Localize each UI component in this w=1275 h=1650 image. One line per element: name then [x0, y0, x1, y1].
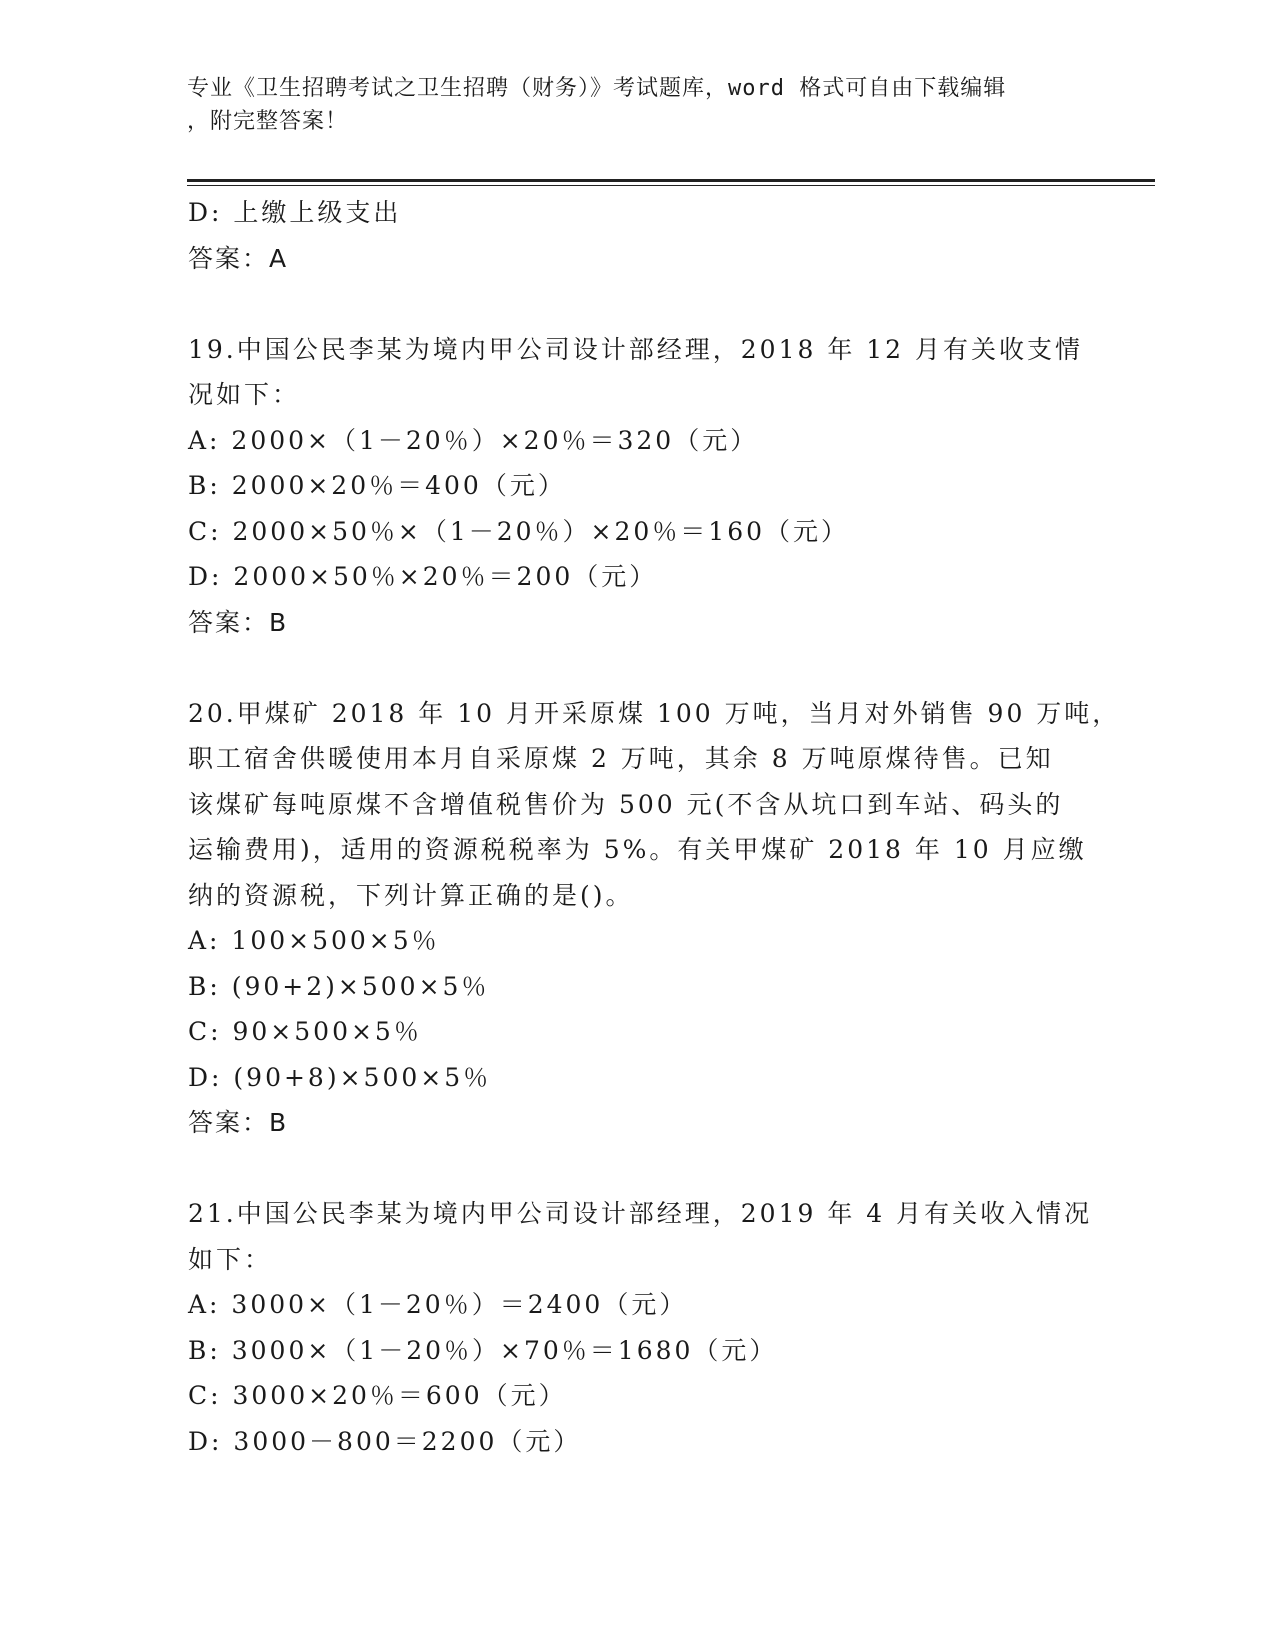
question-stem: 21.中国公民李某为境内甲公司设计部经理，2019 年 4 月有关收入情况: [188, 1199, 1093, 1228]
header-divider-thin: [187, 185, 1155, 186]
option-a: A: 2000×（1－20％）×20％＝320（元）: [188, 425, 759, 455]
question-stem: 运输费用)，适用的资源税税率为 5%。有关甲煤矿 2018 年 10 月应缴: [188, 835, 1087, 864]
question-stem: 纳的资源税，下列计算正确的是()。: [188, 880, 634, 910]
header-line-2: ，附完整答案！: [187, 109, 349, 134]
option-c: C: 2000×50％×（1－20％）×20％＝160（元）: [188, 516, 850, 546]
option-b: B: (90+2)×500×5％: [188, 971, 490, 1001]
question-18: [188, 190, 1088, 281]
question-stem: 如下：: [188, 1244, 273, 1274]
spacer: [188, 281, 1088, 327]
option-a: A: 100×500×5％: [188, 926, 440, 955]
question-stem: 20.甲煤矿 2018 年 10 月开采原煤 100 万吨，当月对外销售 90 万吨，: [188, 698, 1121, 728]
question-stem: 职工宿舍供暖使用本月自采原煤 2 万吨，其余 8 万吨原煤待售。已知: [188, 744, 1054, 773]
option-d: D: 上缴上级支出: [188, 198, 402, 227]
spacer: [188, 645, 1088, 691]
option-b: B: 2000×20％＝400（元）: [188, 471, 566, 500]
question-stem: 况如下：: [188, 380, 301, 409]
option-a: A: 3000×（1－20％）＝2400（元）: [188, 1290, 688, 1319]
question-stem: 该煤矿每吨原煤不含增值税售价为 500 元(不含从坑口到车站、码头的: [188, 789, 1064, 819]
question-stem: 19.中国公民李某为境内甲公司设计部经理，2018 年 12 月有关收支情: [188, 334, 1084, 364]
option-d: D: 2000×50％×20％＝200（元）: [188, 562, 658, 591]
spacer: [188, 1146, 1088, 1192]
question-20: [188, 691, 1121, 1146]
question-21: [188, 1191, 1093, 1464]
option-c: C: 90×500×5％: [188, 1017, 422, 1046]
option-d: D: 3000－800＝2200（元）: [188, 1426, 582, 1456]
answer: 答案：B: [188, 1108, 289, 1137]
option-b: B: 3000×（1－20％）×70％＝1680（元）: [188, 1335, 778, 1365]
header-divider-thick: [187, 179, 1155, 182]
option-c: C: 3000×20％＝600（元）: [188, 1381, 567, 1410]
question-19: [188, 327, 1088, 646]
answer: 答案：B: [188, 607, 289, 637]
answer: 答案：A: [188, 243, 289, 273]
question-content: [188, 190, 1121, 1464]
option-d: D: (90+8)×500×5％: [188, 1062, 492, 1092]
header-line-1: 专业《卫生招聘考试之卫生招聘（财务）》考试题库，word 格式可自由下载编辑: [187, 76, 1007, 101]
document-header: [187, 72, 1087, 138]
